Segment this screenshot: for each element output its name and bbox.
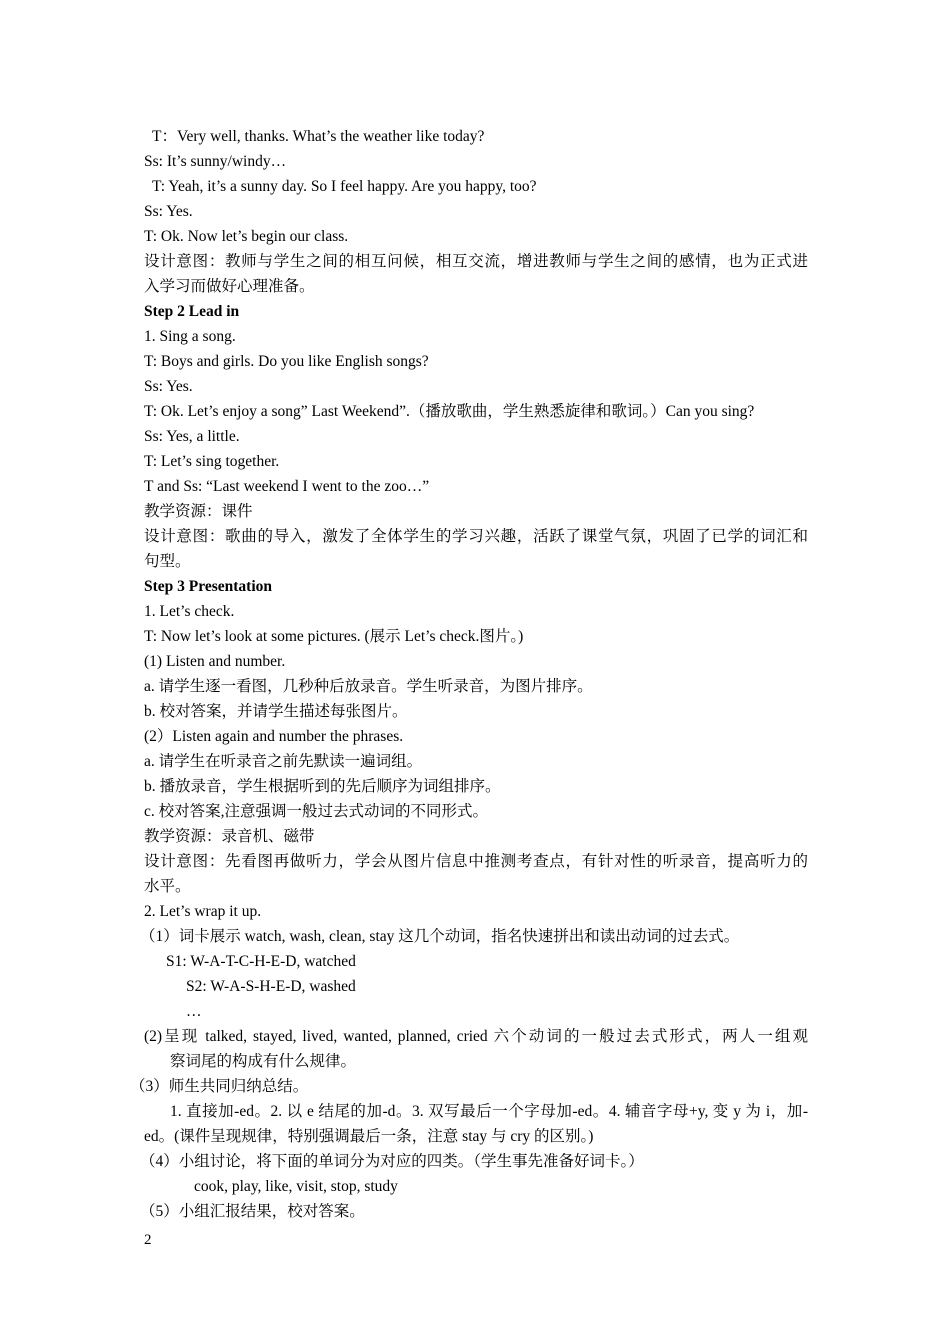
step-heading: Step 2 Lead in bbox=[144, 303, 240, 320]
dialogue-line: T：Very well, thanks. What’s the weather like today? bbox=[152, 128, 485, 145]
example-line: … bbox=[186, 1003, 202, 1020]
page-number: 2 bbox=[144, 1232, 152, 1248]
example-line: S2: W-A-S-H-E-D, washed bbox=[186, 978, 356, 995]
resource-line: 教学资源：录音机、磁带 bbox=[144, 828, 315, 845]
task-line: c. 校对答案,注意强调一般过去式动词的不同形式。 bbox=[144, 803, 489, 820]
dialogue-line: T: Ok. Let’s enjoy a song” Last Weekend”.（播放歌曲，学生熟悉旋律和歌词。）Can you sing? bbox=[144, 403, 755, 420]
task-line: a. 请学生在听录音之前先默读一遍词组。 bbox=[144, 753, 423, 770]
dialogue-line: T: Yeah, it’s a sunny day. So I feel happy. Are you happy, too? bbox=[152, 178, 537, 195]
dialogue-line: Ss: Yes. bbox=[144, 378, 193, 395]
dialogue-line: T: Let’s sing together. bbox=[144, 453, 280, 470]
activity-title: 1. Let’s check. bbox=[144, 603, 235, 620]
dialogue-line: T: Ok. Now let’s begin our class. bbox=[144, 228, 349, 245]
dialogue-line: T: Boys and girls. Do you like English songs? bbox=[144, 353, 429, 370]
design-intent-line: 设计意图：教师与学生之间的相互问候，相互交流，增进教师与学生之间的感情，也为正式进 bbox=[144, 253, 808, 270]
design-intent-line: 设计意图：先看图再做听力，学会从图片信息中推测考查点，有针对性的听录音，提高听力的 bbox=[144, 853, 808, 870]
dialogue-line: T: Now let’s look at some pictures. (展示 Let’s check.图片。) bbox=[144, 628, 524, 645]
dialogue-line: Ss: Yes, a little. bbox=[144, 428, 240, 445]
task-line: 察词尾的构成有什么规律。 bbox=[170, 1053, 357, 1070]
task-line: b. 播放录音，学生根据听到的先后顺序为词组排序。 bbox=[144, 778, 501, 795]
dialogue-line: Ss: It’s sunny/windy… bbox=[144, 153, 287, 170]
word-list-line: cook, play, like, visit, stop, study bbox=[194, 1178, 398, 1195]
design-intent-line: 设计意图：歌曲的导入，激发了全体学生的学习兴趣，活跃了课堂气氛，巩固了已学的词汇和 bbox=[144, 528, 808, 545]
task-line: b. 校对答案，并请学生描述每张图片。 bbox=[144, 703, 408, 720]
task-line: （3）师生共同归纳总结。 bbox=[130, 1078, 309, 1095]
activity-title: 2. Let’s wrap it up. bbox=[144, 903, 262, 920]
example-line: S1: W-A-T-C-H-E-D, watched bbox=[166, 953, 356, 970]
design-intent-line: 水平。 bbox=[144, 878, 191, 895]
step-heading: Step 3 Presentation bbox=[144, 578, 273, 595]
task-line: （4）小组讨论，将下面的单词分为对应的四类。（学生事先准备好词卡。） bbox=[140, 1153, 644, 1170]
activity-title: 1. Sing a song. bbox=[144, 328, 236, 345]
dialogue-line: Ss: Yes. bbox=[144, 203, 193, 220]
dialogue-line: T and Ss: “Last weekend I went to the zoo…” bbox=[144, 478, 430, 495]
task-line: （1）词卡展示 watch, wash, clean, stay 这几个动词，指名快速拼出和读出动词的过去式。 bbox=[140, 928, 740, 945]
design-intent-line: 入学习而做好心理准备。 bbox=[144, 278, 315, 295]
task-line: (2）Listen again and number the phrases. bbox=[144, 728, 404, 745]
rule-line: ed。(课件呈现规律，特别强调最后一条，注意 stay 与 cry 的区别。) bbox=[144, 1128, 594, 1145]
task-line: a. 请学生逐一看图，几秒种后放录音。学生听录音，为图片排序。 bbox=[144, 678, 593, 695]
design-intent-line: 句型。 bbox=[144, 553, 191, 570]
task-line: (2)呈现 talked, stayed, lived, wanted, planned, cried 六个动词的一般过去式形式，两人一组观 bbox=[144, 1028, 808, 1045]
task-line: (1) Listen and number. bbox=[144, 653, 286, 670]
rule-line: 1. 直接加-ed。2. 以 e 结尾的加-d。3. 双写最后一个字母加-ed。4. 辅音字母+y, 变 y 为 i，加- bbox=[170, 1103, 808, 1120]
task-line: （5）小组汇报结果，校对答案。 bbox=[140, 1203, 365, 1220]
resource-line: 教学资源：课件 bbox=[144, 503, 253, 520]
